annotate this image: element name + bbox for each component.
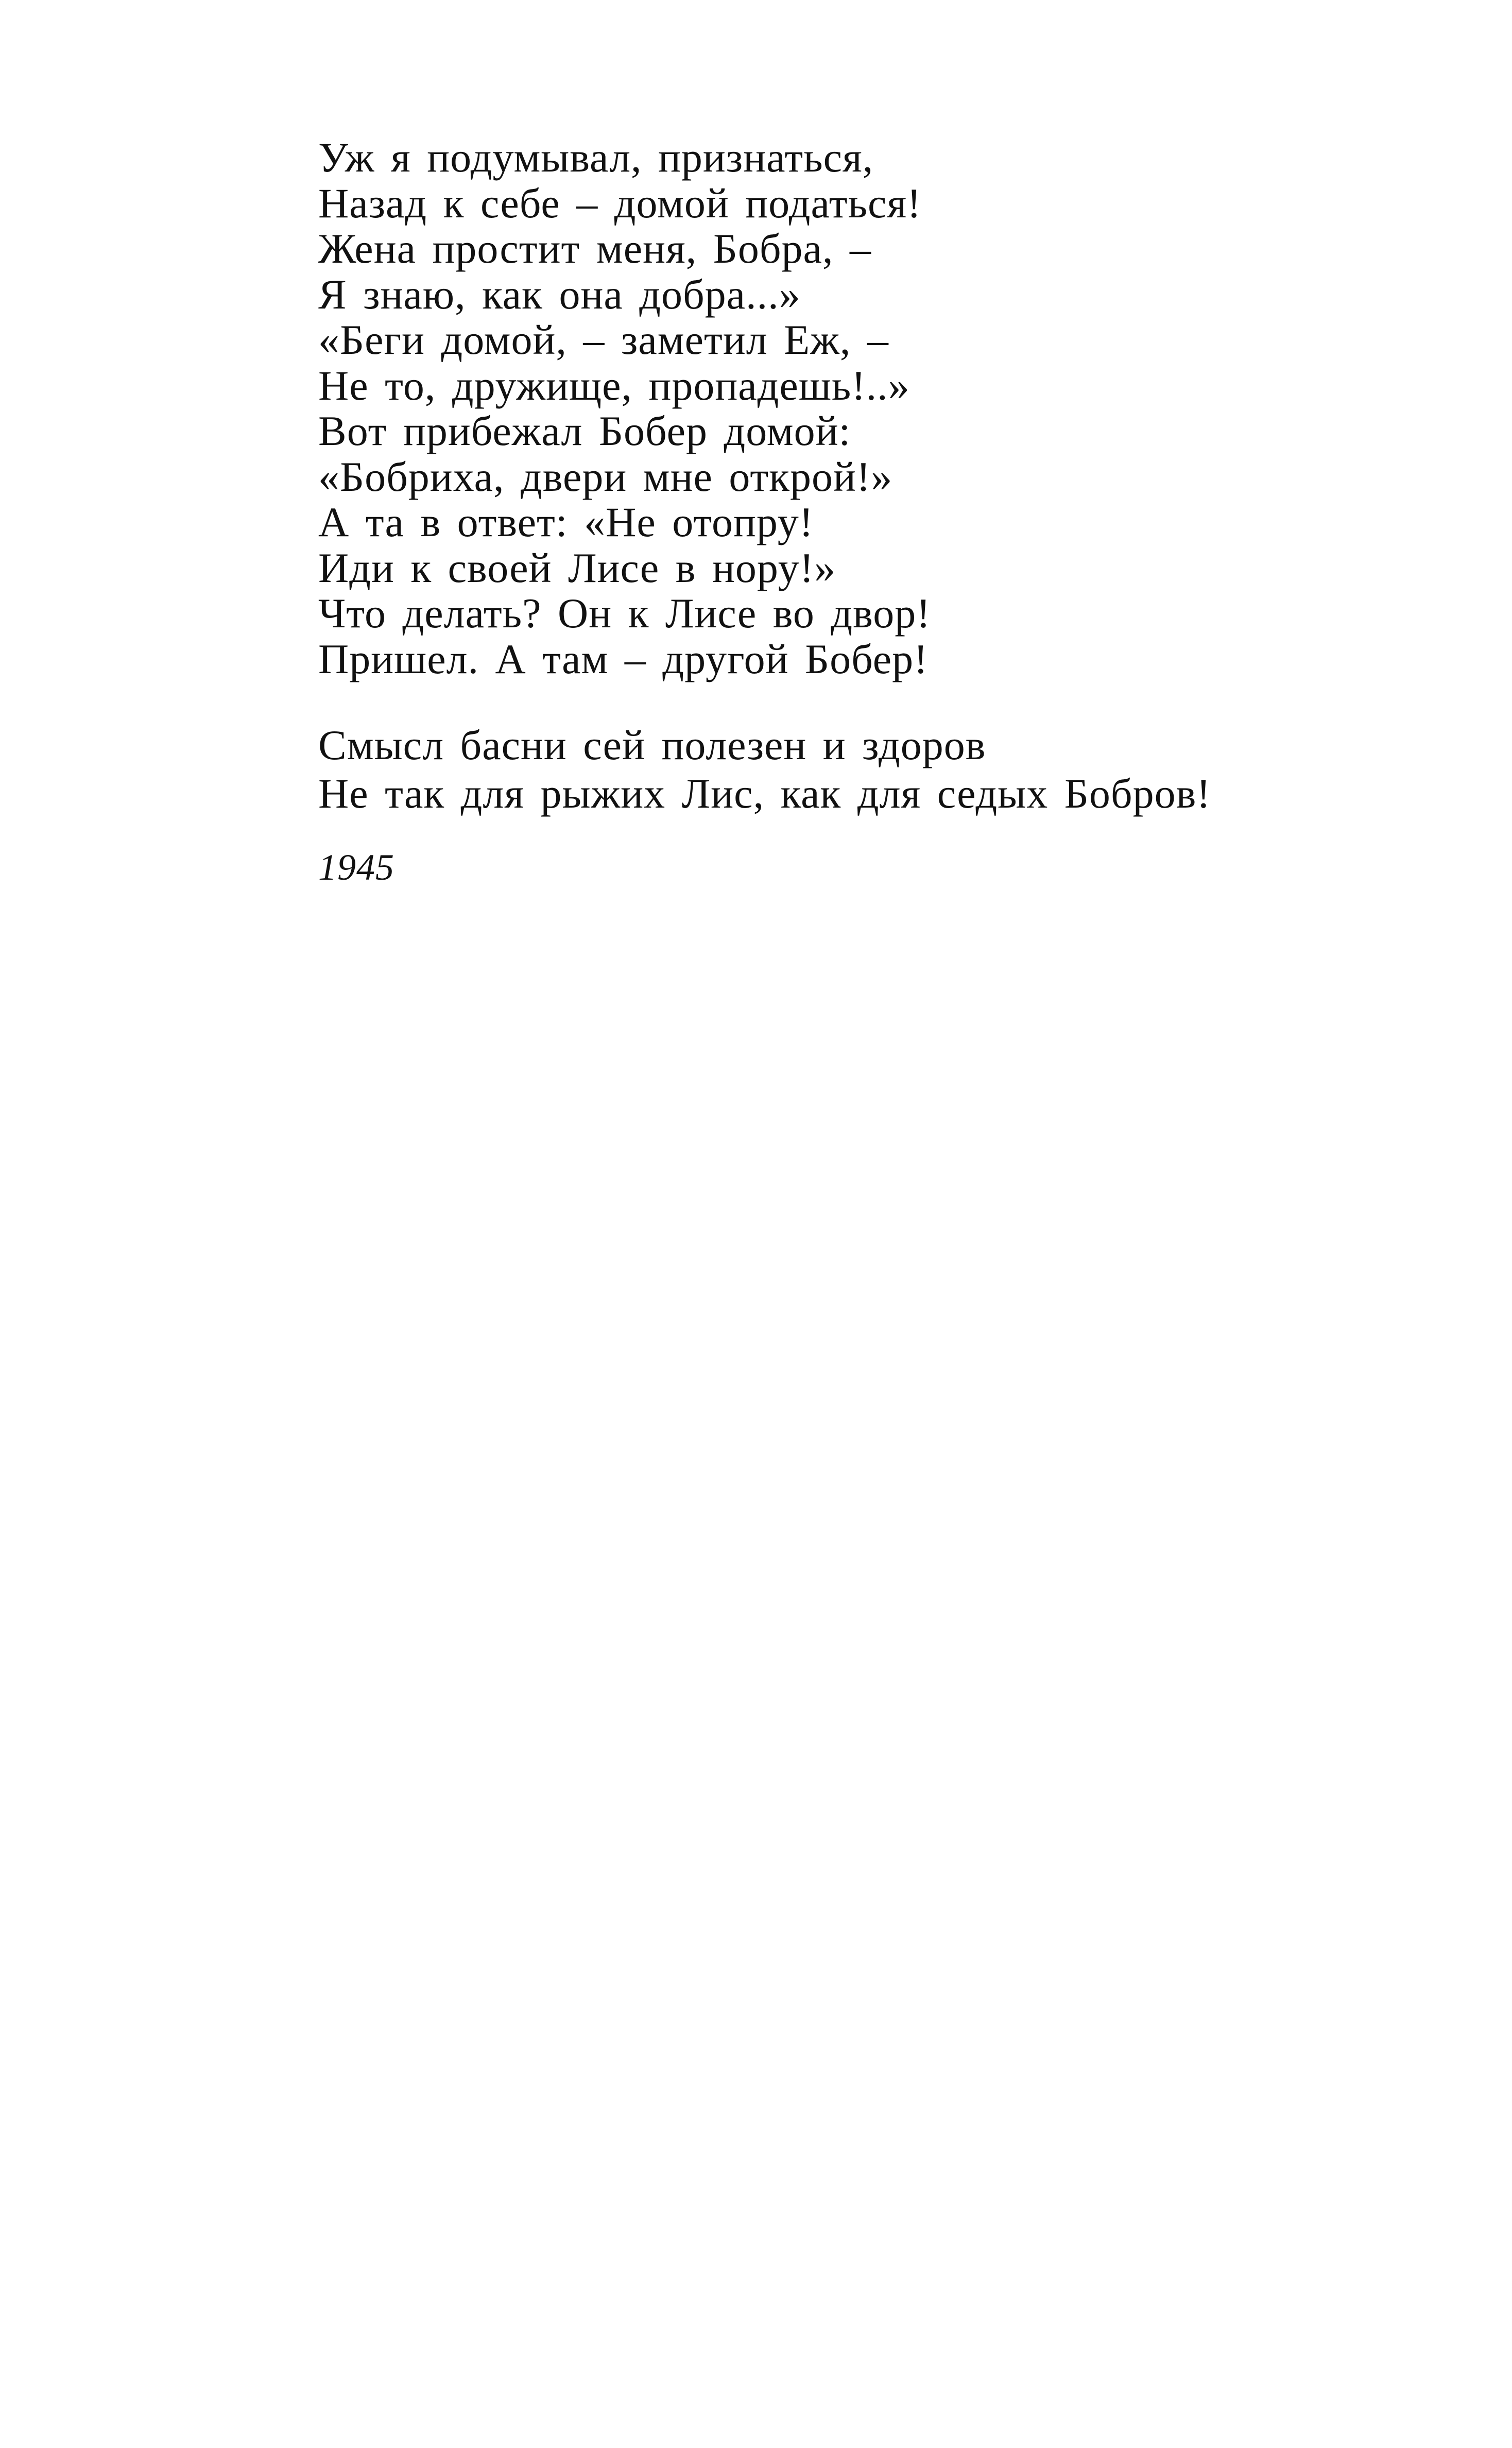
poem-line: А та в ответ: «Не отопру! xyxy=(318,499,814,545)
poem-line: Я знаю, как она добра...» xyxy=(318,270,801,318)
poem-line: Что делать? Он к Лисе во двор! xyxy=(318,590,931,637)
poem-moral xyxy=(318,721,1400,818)
poem-line: Жена простит меня, Бобра, – xyxy=(318,225,871,272)
moral-line: Не так для рыжих Лис, как для седых Бобров! xyxy=(318,770,1211,817)
poem-line: «Бобриха, двери мне открой!» xyxy=(318,453,893,500)
poem-stanza-main xyxy=(318,135,1400,682)
poem xyxy=(318,135,1400,890)
poem-line: Назад к себе – домой податься! xyxy=(318,179,922,227)
poem-line: Вот прибежал Бобер домой: xyxy=(318,407,851,454)
poem-line: Пришел. А там – другой Бобер! xyxy=(318,635,929,682)
poem-line: «Беги домой, – заметил Еж, – xyxy=(318,316,889,363)
moral-line: Смысл басни сей полезен и здоров xyxy=(318,722,986,768)
poem-line: Иди к своей Лисе в нору!» xyxy=(318,544,836,591)
poem-line: Уж я подумывал, признаться, xyxy=(318,134,874,181)
poem-date: 1945 xyxy=(318,847,394,888)
poem-line: Не то, дружище, пропадешь!..» xyxy=(318,362,910,409)
